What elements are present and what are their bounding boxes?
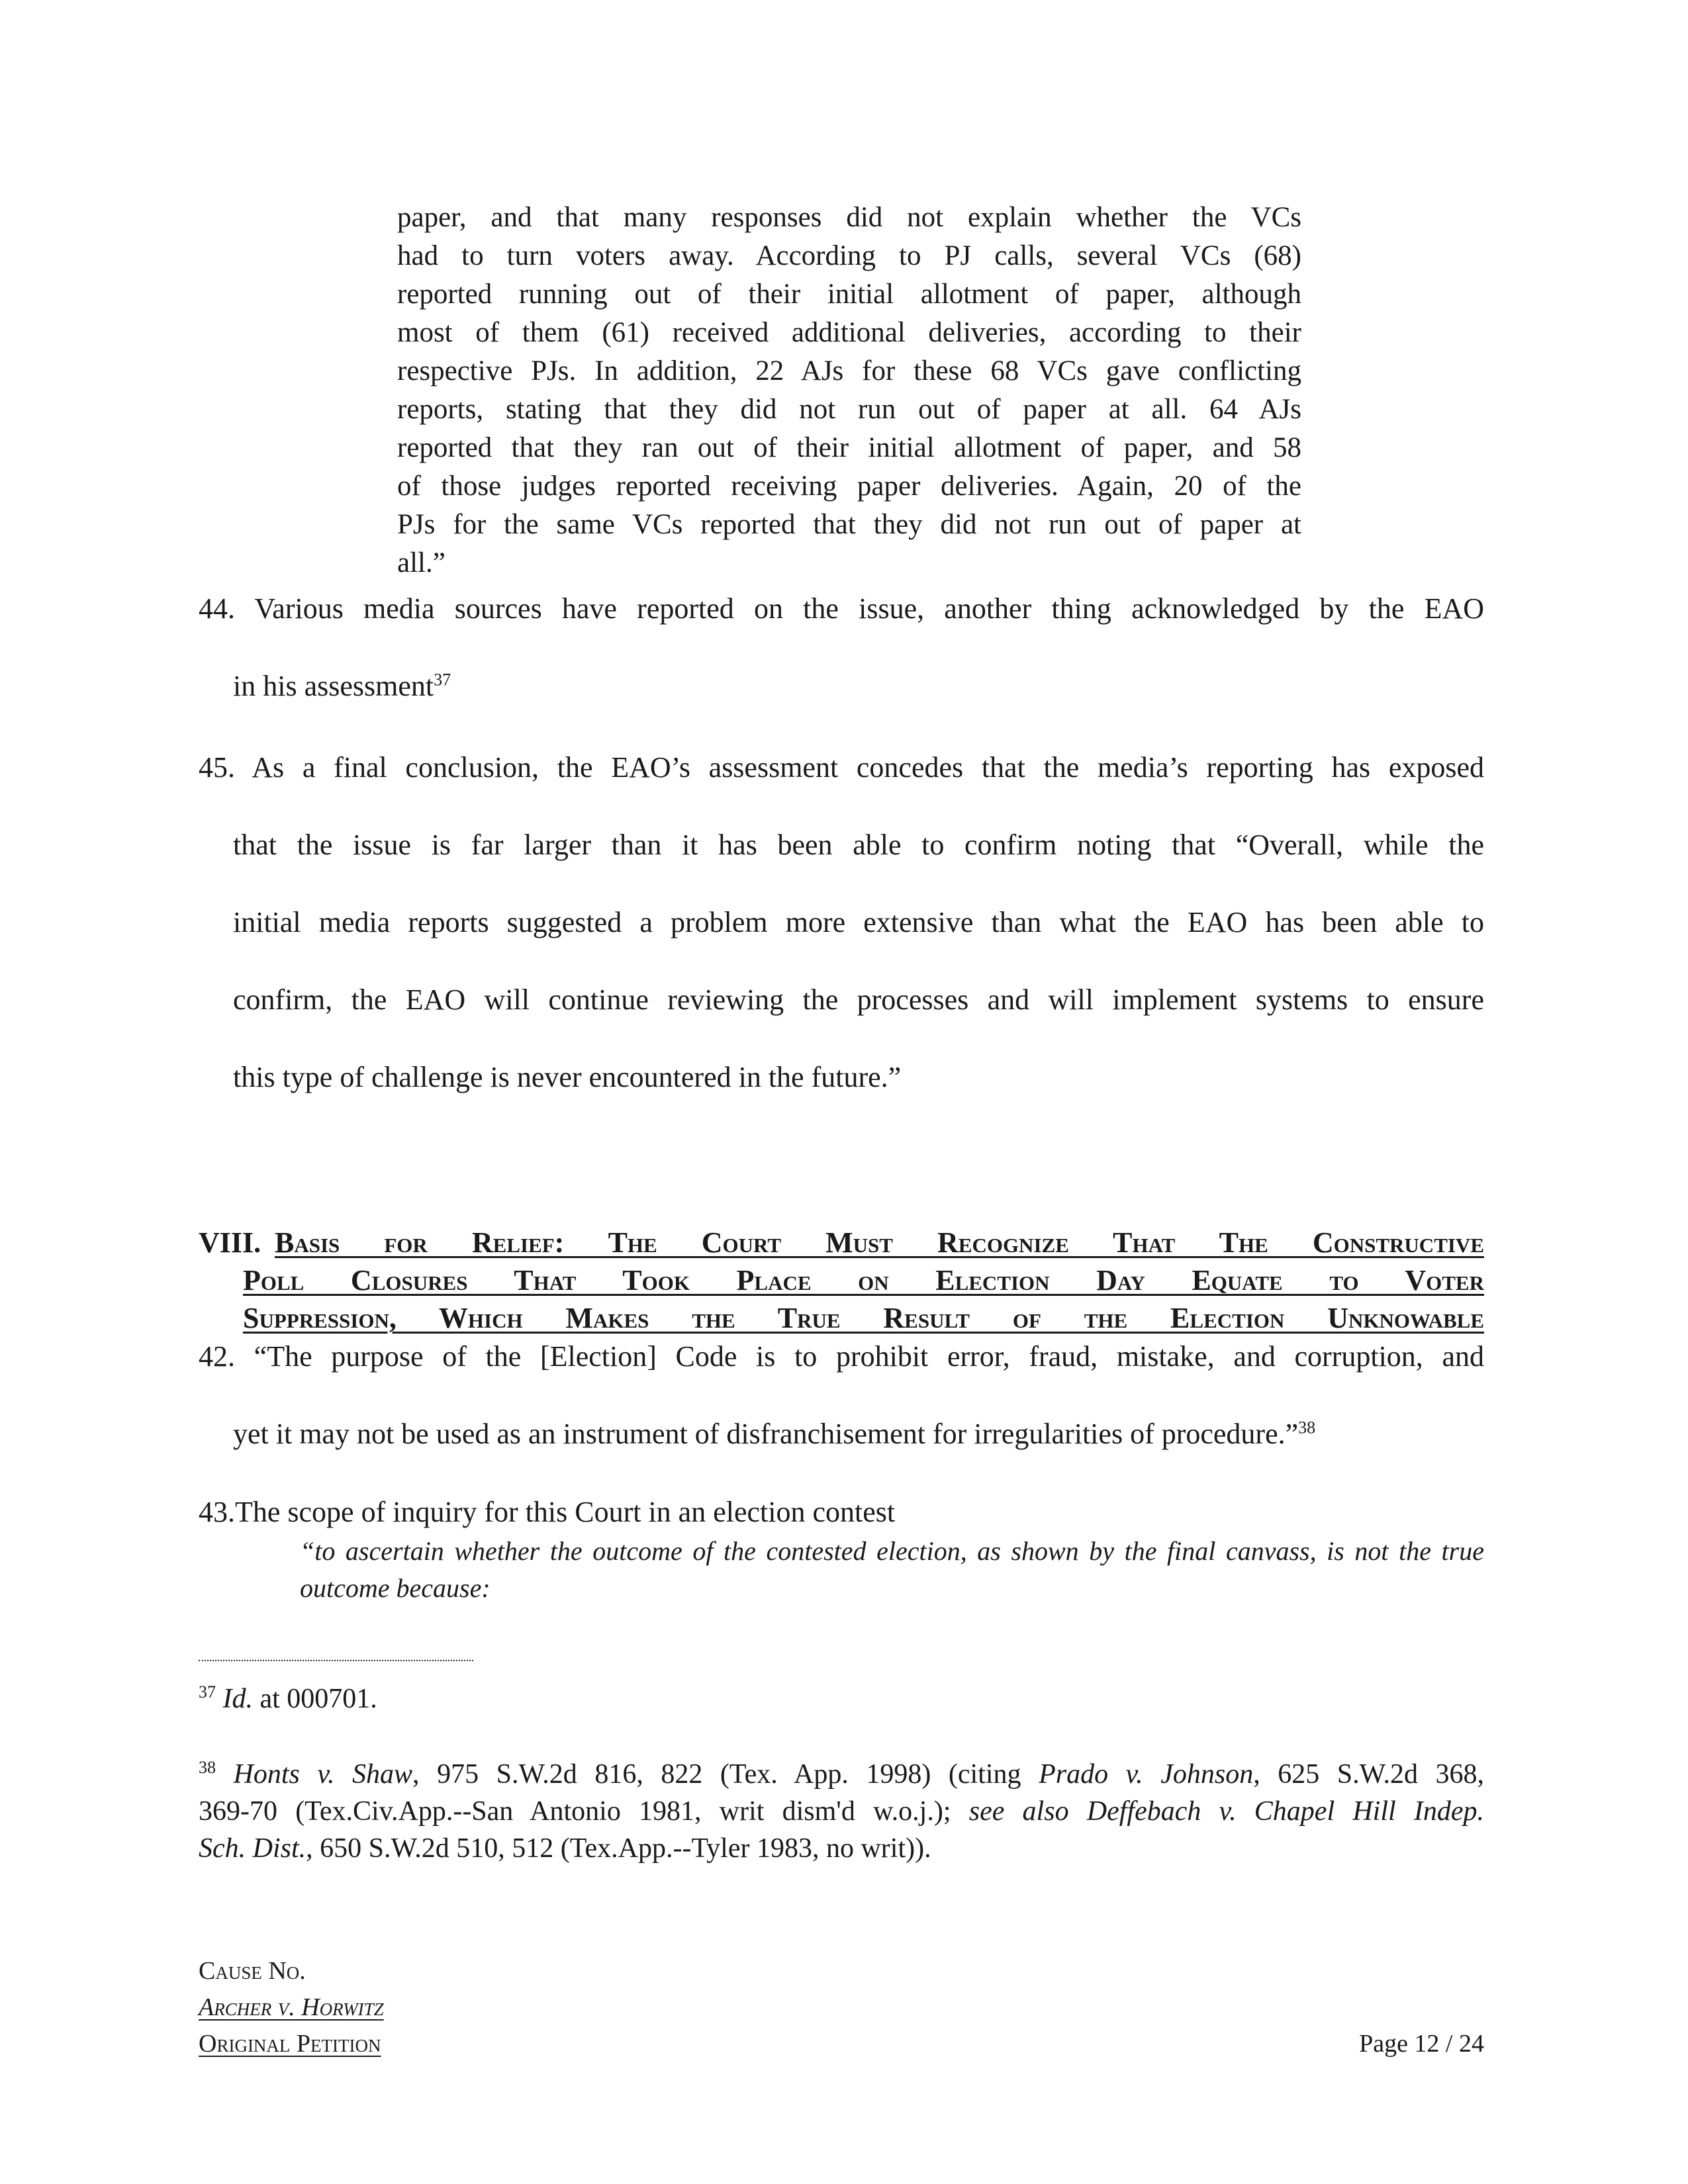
quote-line: all.” <box>397 547 445 578</box>
document-title: Original Petition <box>199 2030 381 2058</box>
footnote-38-line-3 <box>199 1831 931 1866</box>
quote-line: respective PJs. In addition, 22 AJs for these 68 VCs gave conflicting <box>397 355 1301 387</box>
footnote-case: Sch. Dist. <box>199 1833 306 1864</box>
paragraph-45-line: that the issue is far larger than it has been able to confirm noting that “Overall, while the <box>233 829 1484 861</box>
footnote-text: , 975 S.W.2d 816, 822 (Tex. App. 1998) (citing <box>412 1759 1039 1790</box>
footnote-text: 369-70 (Tex.Civ.App.--San Antonio 1981, writ dism'd w.o.j.); <box>199 1796 969 1827</box>
footnote-separator <box>199 1660 473 1661</box>
footnote-case: Honts v. Shaw <box>233 1759 413 1790</box>
quote-line: reports, stating that they did not run out of paper at all. 64 AJs <box>397 394 1301 425</box>
footnote-37 <box>199 1681 377 1717</box>
footnote-text: , 650 S.W.2d 510, 512 (Tex.App.--Tyler 1983, no writ)). <box>306 1833 931 1864</box>
footnote-38-line-2 <box>199 1794 1484 1829</box>
footnote-number: 38 <box>199 1758 216 1777</box>
paragraph-44-text: in his assessment <box>233 670 434 702</box>
footnote-ref-38[interactable]: 38 <box>1298 1418 1316 1437</box>
paragraph-43-line-1: 43.The scope of inquiry for this Court in an election contest <box>199 1496 896 1528</box>
footnote-cite: Id. <box>222 1684 253 1714</box>
paragraph-45-line: this type of challenge is never encountered in the future.” <box>233 1061 902 1093</box>
paragraph-43-quote-line-2: outcome because: <box>300 1573 491 1603</box>
paragraph-43-quote-line-1: “to ascertain whether the outcome of the contested election, as shown by the final canvass, is not the true <box>300 1536 1484 1566</box>
case-name: Archer v. Horwitz <box>199 1993 384 2021</box>
paragraph-42-line-2 <box>233 1418 1315 1451</box>
paragraph-45-line: 45. As a final conclusion, the EAO’s assessment concedes that the media’s reporting has exposed <box>199 751 1484 784</box>
quote-line: reported running out of their initial allotment of paper, although <box>397 279 1301 310</box>
section-heading-line-1: Basis for Relief: The Court Must Recognize That The Constructive <box>275 1226 1484 1259</box>
paragraph-45-line: initial media reports suggested a problem more extensive than what the EAO has been able to <box>233 906 1484 938</box>
footnote-text: at 000701. <box>253 1684 377 1714</box>
quote-line: reported that they ran out of their initial allotment of paper, and 58 <box>397 432 1301 463</box>
section-heading-line-2: Poll Closures That Took Place on Election Day Equate to Voter <box>243 1264 1484 1297</box>
footnote-ref-37[interactable]: 37 <box>434 670 451 690</box>
quote-line: of those judges reported receiving paper deliveries. Again, 20 of the <box>397 471 1301 502</box>
paragraph-42-text: yet it may not be used as an instrument of disfranchisement for irregularities of procedure.” <box>233 1418 1299 1450</box>
quote-line: most of them (61) received additional deliveries, according to their <box>397 317 1301 348</box>
quote-line: PJs for the same VCs reported that they did not run out of paper at <box>397 509 1301 540</box>
footnote-case: see also Deffebach v. Chapel Hill Indep. <box>968 1796 1484 1827</box>
quote-line: had to turn voters away. According to PJ calls, several VCs (68) <box>397 240 1301 271</box>
quote-line: paper, and that many responses did not explain whether the VCs <box>397 202 1301 233</box>
section-number: VIII. <box>199 1226 261 1259</box>
paragraph-44-line-2 <box>233 670 451 703</box>
footnote-text: , 625 S.W.2d 368, <box>1253 1759 1484 1790</box>
paragraph-44-line-1: 44. Various media sources have reported on the issue, another thing acknowledged by the EAO <box>199 592 1484 625</box>
paragraph-45-line: confirm, the EAO will continue reviewing the processes and will implement systems to ensure <box>233 983 1484 1016</box>
footnote-number: 37 <box>199 1682 216 1702</box>
footnote-case: Prado v. Johnson <box>1039 1759 1254 1790</box>
cause-number: Cause No. <box>199 1957 306 1985</box>
page-number: Page 12 / 24 <box>1359 2030 1484 2058</box>
paragraph-42-line-1: 42. “The purpose of the [Election] Code is to prohibit error, fraud, mistake, and corruption, and <box>199 1340 1484 1373</box>
section-heading-line-3: Suppression, Which Makes the True Result of the Election Unknowable <box>243 1302 1484 1334</box>
footnote-38-line-1 <box>199 1756 1484 1792</box>
